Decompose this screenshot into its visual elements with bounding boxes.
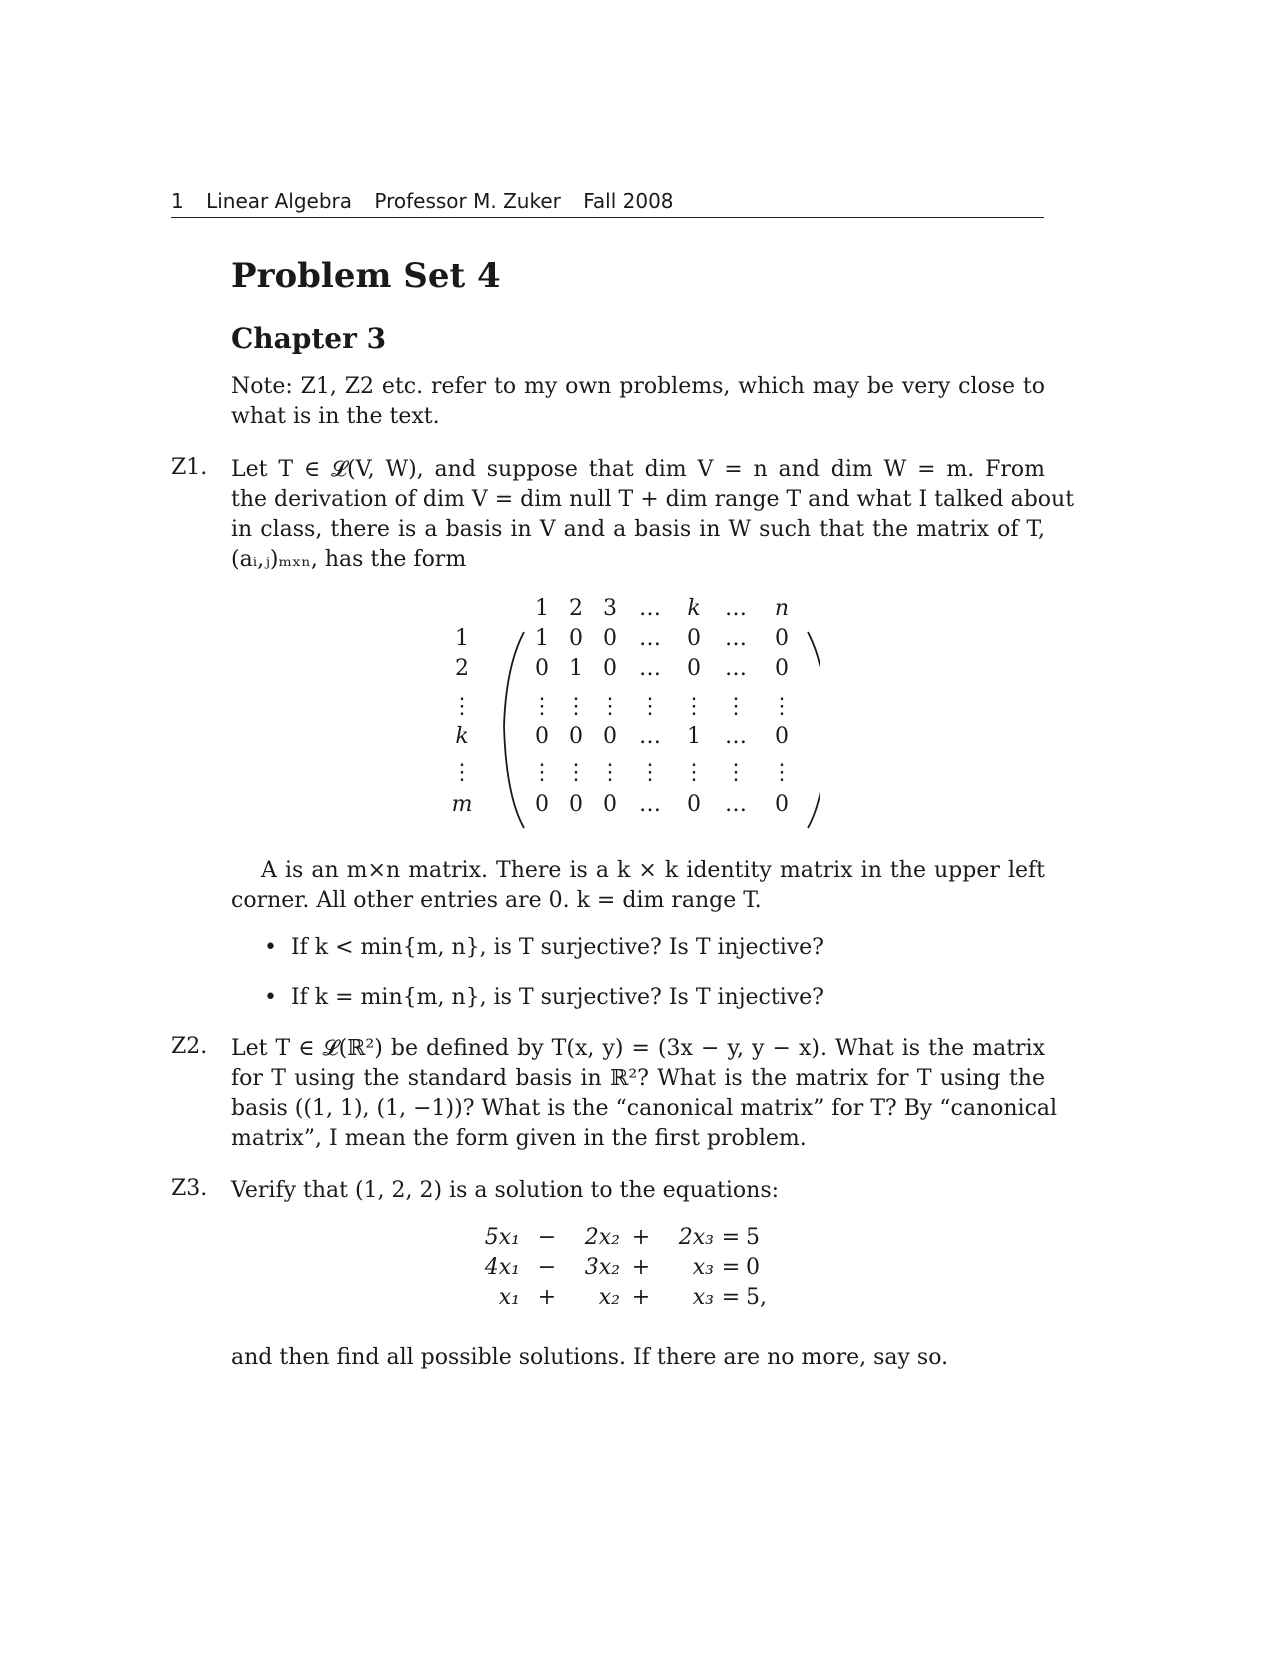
equation-system bbox=[470, 1225, 830, 1325]
row-label: 1 bbox=[455, 626, 469, 651]
matrix-cell: ⋮ bbox=[725, 760, 747, 785]
note-line: Note: Z1, Z2 etc. refer to my own problems, which may be very close to bbox=[231, 374, 1045, 399]
matrix-cell: 0 bbox=[535, 656, 549, 681]
equation-term: − bbox=[537, 1225, 557, 1250]
matrix-cell: ⋮ bbox=[599, 760, 621, 785]
matrix-cell: … bbox=[725, 626, 747, 651]
matrix-cell: ⋮ bbox=[639, 760, 661, 785]
note-line: what is in the text. bbox=[231, 404, 440, 429]
matrix-cell: 0 bbox=[569, 724, 583, 749]
equation-term: x₃ bbox=[692, 1255, 714, 1280]
right-paren bbox=[808, 632, 820, 828]
problem-z1-text bbox=[231, 455, 1075, 575]
col-header: k bbox=[687, 596, 701, 621]
description-line: corner. All other entries are 0. k = dim range T. bbox=[231, 888, 762, 913]
bullet-item bbox=[264, 935, 824, 960]
z1-line: the derivation of dim V = dim null T + dim range T and what I talked about bbox=[231, 487, 1075, 512]
equation-term: + bbox=[631, 1225, 651, 1250]
equation-term: − bbox=[537, 1255, 557, 1280]
matrix-cell: … bbox=[639, 656, 661, 681]
matrix-cell: 0 bbox=[603, 792, 617, 817]
col-header: n bbox=[774, 596, 790, 621]
header-number: 1 bbox=[171, 189, 184, 213]
equation-term: x₂ bbox=[598, 1285, 620, 1310]
equation-term: = bbox=[721, 1255, 741, 1280]
matrix-cell: 0 bbox=[569, 792, 583, 817]
col-header: … bbox=[639, 596, 661, 621]
matrix-cell: 0 bbox=[603, 626, 617, 651]
matrix-cell: ⋮ bbox=[565, 694, 587, 719]
z1-line: (aᵢ,ⱼ)ₘₓₙ, has the form bbox=[231, 547, 467, 572]
matrix-cell: … bbox=[725, 792, 747, 817]
equation-term: = bbox=[721, 1225, 741, 1250]
matrix-cell: 0 bbox=[775, 626, 789, 651]
row-label: k bbox=[455, 724, 469, 749]
bullet-dot: • bbox=[264, 935, 291, 960]
matrix-cell: 0 bbox=[687, 792, 701, 817]
z3-intro-line: Verify that (1, 2, 2) is a solution to the equations: bbox=[231, 1178, 780, 1203]
matrix-cell: 0 bbox=[687, 656, 701, 681]
equation-term: 2x₃ bbox=[678, 1225, 714, 1250]
equation-term: x₁ bbox=[498, 1285, 520, 1310]
matrix-cell: 0 bbox=[687, 626, 701, 651]
note-paragraph bbox=[231, 372, 1045, 432]
equation-term: + bbox=[537, 1285, 557, 1310]
canonical-matrix bbox=[440, 596, 820, 836]
z2-line: Let T ∈ 𝓛(ℝ²) be defined by T(x, y) = (3x − y, y − x). What is the matrix bbox=[231, 1036, 1045, 1061]
col-header: 1 bbox=[535, 596, 549, 621]
problem-label-z1: Z1. bbox=[171, 455, 208, 480]
equation-term: = bbox=[721, 1285, 741, 1310]
matrix-description bbox=[231, 856, 1045, 916]
problem-label-z2: Z2. bbox=[171, 1034, 208, 1059]
matrix-cell: ⋮ bbox=[683, 760, 705, 785]
matrix-cell: ⋮ bbox=[531, 760, 553, 785]
matrix-cell: … bbox=[725, 724, 747, 749]
equation-term: + bbox=[631, 1255, 651, 1280]
header-course: Linear Algebra bbox=[206, 189, 353, 213]
equation-term: 4x₁ bbox=[484, 1255, 520, 1280]
matrix-cell: 0 bbox=[775, 724, 789, 749]
problem-z3-outro bbox=[231, 1343, 1045, 1373]
z3-outro-line: and then find all possible solutions. If there are no more, say so. bbox=[231, 1345, 949, 1370]
matrix-cell: 1 bbox=[687, 724, 701, 749]
bullet-text: If k < min{m, n}, is T surjective? Is T injective? bbox=[290, 935, 824, 960]
matrix-cell: ⋮ bbox=[599, 694, 621, 719]
z2-line: for T using the standard basis in ℝ²? What is the matrix for T using the bbox=[231, 1066, 1045, 1091]
page-title: Problem Set 4 bbox=[231, 256, 501, 296]
matrix-brackets bbox=[440, 596, 820, 836]
matrix-cell: 0 bbox=[569, 626, 583, 651]
matrix-cell: 1 bbox=[535, 626, 549, 651]
col-header: 2 bbox=[569, 596, 583, 621]
bullet-item bbox=[264, 985, 824, 1010]
matrix-cell: 0 bbox=[535, 724, 549, 749]
header-term: Fall 2008 bbox=[583, 189, 674, 213]
matrix-cell: … bbox=[639, 792, 661, 817]
matrix-cell: … bbox=[639, 724, 661, 749]
matrix-cell: 0 bbox=[603, 724, 617, 749]
description-line: A is an m×n matrix. There is a k × k identity matrix in the upper left bbox=[261, 858, 1045, 883]
chapter-heading: Chapter 3 bbox=[231, 322, 387, 355]
equation-term: 3x₂ bbox=[584, 1255, 620, 1280]
matrix-cell: 1 bbox=[569, 656, 583, 681]
problem-z2-text bbox=[231, 1034, 1058, 1154]
col-header: 3 bbox=[603, 596, 617, 621]
matrix-cell: ⋮ bbox=[639, 694, 661, 719]
col-header: … bbox=[725, 596, 747, 621]
matrix-cell: ⋮ bbox=[771, 760, 793, 785]
z1-line: in class, there is a basis in V and a basis in W such that the matrix of T, bbox=[231, 517, 1045, 542]
matrix-cell: ⋮ bbox=[531, 694, 553, 719]
matrix-cell: 0 bbox=[535, 792, 549, 817]
equation-term: 5, bbox=[746, 1285, 767, 1310]
row-label: m bbox=[451, 792, 473, 817]
matrix-cell: … bbox=[639, 626, 661, 651]
equation-term: 0 bbox=[746, 1255, 760, 1280]
z2-line: matrix”, I mean the form given in the first problem. bbox=[231, 1126, 807, 1151]
z2-line: basis ((1, 1), (1, −1))? What is the “canonical matrix” for T? By “canonical bbox=[231, 1096, 1058, 1121]
matrix-cell: … bbox=[725, 656, 747, 681]
bullet-dot: • bbox=[264, 985, 291, 1010]
row-label: 2 bbox=[455, 656, 469, 681]
equation-term: + bbox=[631, 1285, 651, 1310]
equation-term: 2x₂ bbox=[584, 1225, 620, 1250]
bullet-text: If k = min{m, n}, is T surjective? Is T injective? bbox=[290, 985, 824, 1010]
equation-term: x₃ bbox=[692, 1285, 714, 1310]
matrix-cell: ⋮ bbox=[771, 694, 793, 719]
problem-z3-intro bbox=[231, 1176, 1045, 1206]
row-label: ⋮ bbox=[451, 760, 473, 785]
matrix-cell: 0 bbox=[775, 656, 789, 681]
problem-label-z3: Z3. bbox=[171, 1176, 208, 1201]
z1-line: Let T ∈ 𝓛(V, W), and suppose that dim V = n and dim W = m. From bbox=[231, 457, 1045, 482]
left-paren bbox=[504, 632, 524, 828]
running-header bbox=[171, 189, 1044, 218]
equation-term: 5 bbox=[746, 1225, 760, 1250]
matrix-cell: ⋮ bbox=[683, 694, 705, 719]
equation-term: 5x₁ bbox=[484, 1225, 520, 1250]
matrix-cell: ⋮ bbox=[725, 694, 747, 719]
matrix-cell: 0 bbox=[775, 792, 789, 817]
matrix-cell: 0 bbox=[603, 656, 617, 681]
row-label: ⋮ bbox=[451, 694, 473, 719]
matrix-cell: ⋮ bbox=[565, 760, 587, 785]
header-professor: Professor M. Zuker bbox=[374, 189, 561, 213]
